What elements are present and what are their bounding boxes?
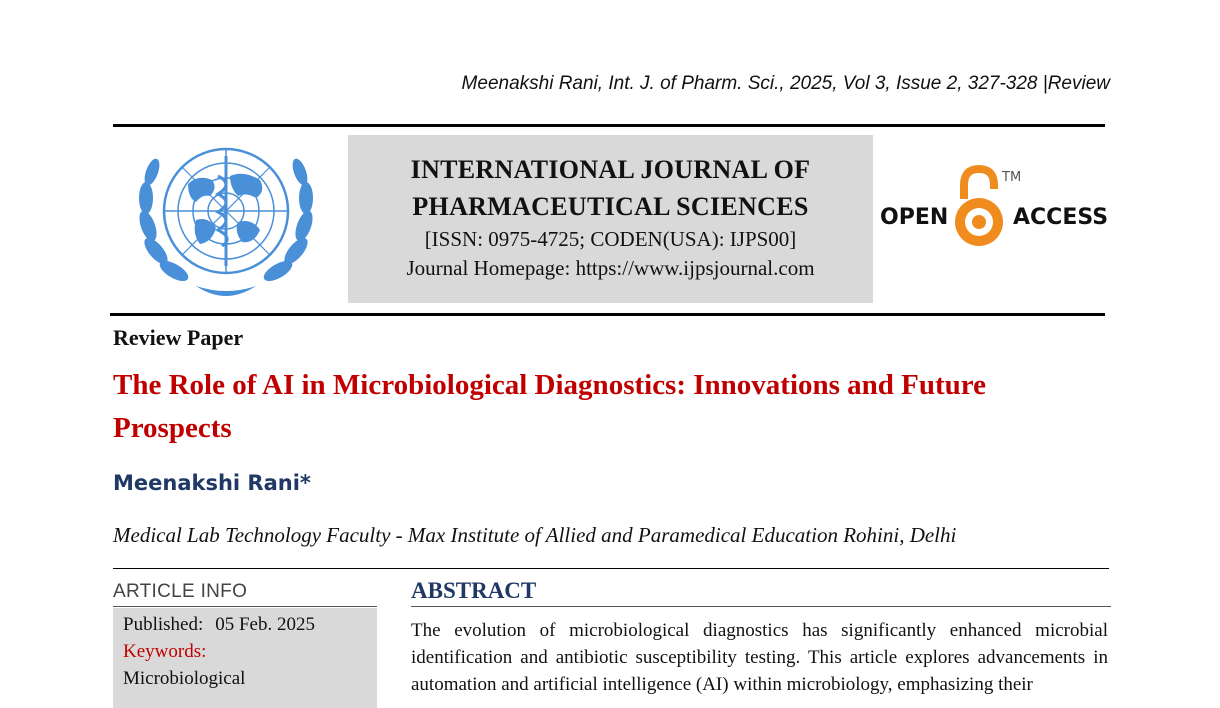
journal-title-line1: INTERNATIONAL JOURNAL OF xyxy=(410,155,811,184)
published-row xyxy=(123,611,377,638)
article-info-heading: ARTICLE INFO xyxy=(113,581,248,602)
header-bottom-rule xyxy=(110,313,1105,316)
open-access-lock-icon xyxy=(955,169,1003,246)
article-info-box xyxy=(113,608,377,708)
open-access-logo xyxy=(880,165,1110,255)
abstract-rule xyxy=(411,606,1111,607)
article-title: The Role of AI in Microbiological Diagnostics: Innovations and Future Prospects xyxy=(113,369,987,444)
keywords-label: Keywords: xyxy=(123,641,207,662)
abstract-text: The evolution of microbiological diagnostics has significantly enhanced microbial identification and antibiotic susceptibility testing. This article explores advancements in automation and artificial intelligence (AI) within microbiology, emphasizing their xyxy=(411,620,1108,695)
section-divider xyxy=(113,568,1109,569)
running-header-citation: Meenakshi Rani, Int. J. of Pharm. Sci., 2025, Vol 3, Issue 2, 327-328 |Review xyxy=(461,73,1110,94)
journal-homepage: Journal Homepage: https://www.ijpsjournal.com xyxy=(406,256,815,280)
un-emblem-icon xyxy=(126,136,326,306)
author-affiliation: Medical Lab Technology Faculty - Max Institute of Allied and Paramedical Education Rohini, Delhi xyxy=(113,523,957,547)
open-word: OPEN xyxy=(880,205,949,230)
keyword-item: Microbiological xyxy=(123,668,246,689)
article-info-rule xyxy=(113,606,377,607)
published-label: Published: xyxy=(123,614,204,635)
article-author: Meenakshi Rani* xyxy=(113,471,311,495)
published-date: 05 Feb. 2025 xyxy=(215,614,315,635)
journal-title-line2: PHARMACEUTICAL SCIENCES xyxy=(412,192,809,221)
trademark-mark: TM xyxy=(1002,170,1022,185)
access-word: ACCESS xyxy=(1013,205,1109,230)
article-type: Review Paper xyxy=(113,325,244,350)
journal-banner xyxy=(348,135,873,303)
abstract-heading: ABSTRACT xyxy=(411,578,537,603)
header-top-rule xyxy=(113,124,1105,127)
journal-issn: [ISSN: 0975-4725; CODEN(USA): IJPS00] xyxy=(424,227,797,251)
